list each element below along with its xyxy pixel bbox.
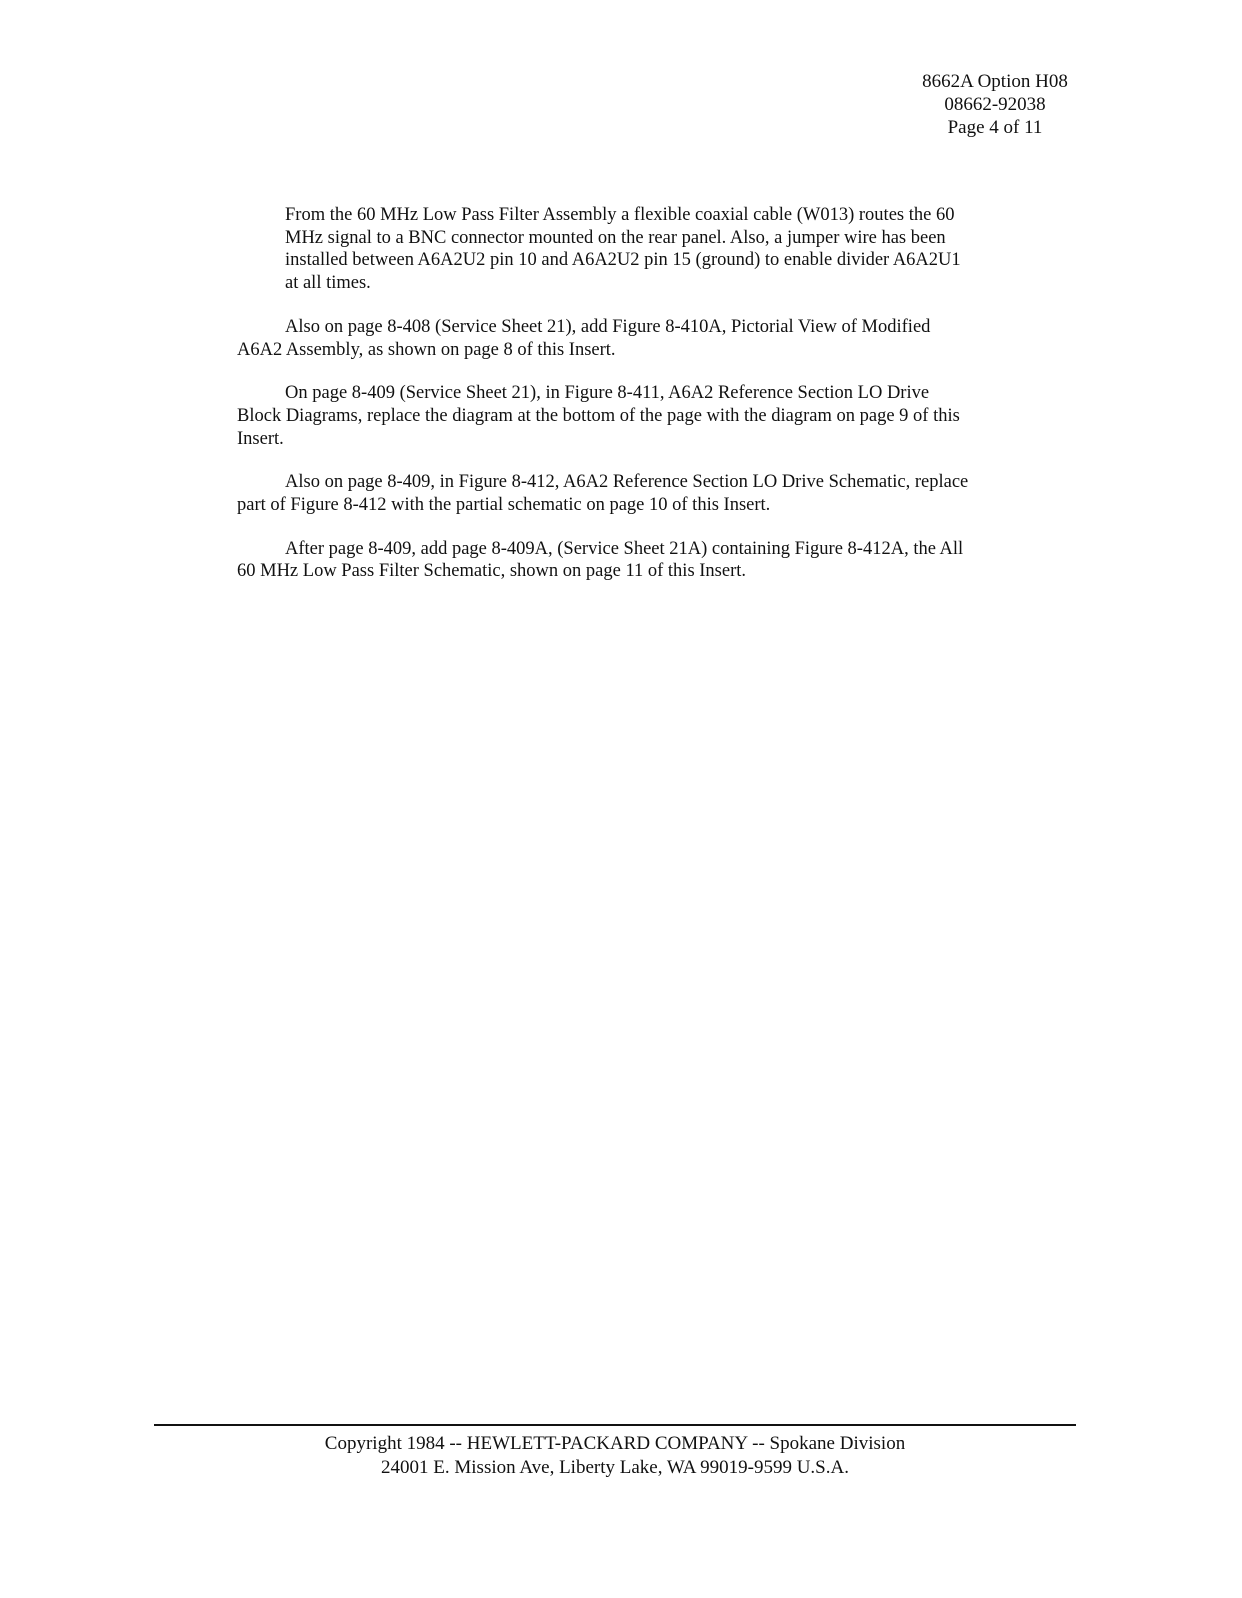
paragraph-line: MHz signal to a BNC connector mounted on the rear panel. Also, a jumper wire has been bbox=[285, 227, 946, 248]
paragraph-line: From the 60 MHz Low Pass Filter Assembly a flexible coaxial cable (W013) routes the 60 bbox=[285, 205, 955, 225]
paragraph-page-8-409a bbox=[237, 538, 1027, 583]
document-header bbox=[900, 70, 1090, 139]
paragraph-w013-cable bbox=[285, 204, 1027, 295]
paragraph-line: at all times. bbox=[285, 273, 371, 294]
paragraph-line: Insert. bbox=[237, 428, 284, 449]
paragraph-figure-8-411 bbox=[237, 382, 1027, 450]
company-address: 24001 E. Mission Ave, Liberty Lake, WA 99019-9599 U.S.A. bbox=[381, 1457, 849, 1478]
document-body bbox=[237, 204, 1027, 604]
paragraph-line: After page 8-409, add page 8-409A, (Service Sheet 21A) containing Figure 8-412A, the All bbox=[285, 538, 964, 559]
paragraph-line: On page 8-409 (Service Sheet 21), in Figure 8-411, A6A2 Reference Section LO Drive bbox=[285, 383, 930, 404]
paragraph-figure-8-412 bbox=[237, 471, 1027, 516]
part-number: 08662-92038 bbox=[944, 94, 1046, 115]
copyright-notice: Copyright 1984 -- HEWLETT-PACKARD COMPANY -- Spokane Division bbox=[324, 1433, 906, 1454]
page-number: Page 4 of 11 bbox=[947, 117, 1043, 138]
model-option-label: 8662A Option H08 bbox=[922, 71, 1068, 92]
document-footer bbox=[154, 1432, 1076, 1480]
paragraph-line: A6A2 Assembly, as shown on page 8 of this Insert. bbox=[237, 339, 616, 360]
paragraph-line: 60 MHz Low Pass Filter Schematic, shown on page 11 of this Insert. bbox=[237, 561, 747, 582]
footer-divider bbox=[154, 1424, 1076, 1426]
paragraph-line: Block Diagrams, replace the diagram at the bottom of the page with the diagram on page 9 of this bbox=[237, 405, 960, 426]
paragraph-line: Also on page 8-409, in Figure 8-412, A6A2 Reference Section LO Drive Schematic, replace bbox=[285, 472, 969, 493]
paragraph-figure-8-410a bbox=[237, 316, 1027, 361]
paragraph-line: Also on page 8-408 (Service Sheet 21), add Figure 8-410A, Pictorial View of Modified bbox=[285, 316, 931, 337]
paragraph-line: installed between A6A2U2 pin 10 and A6A2U2 pin 15 (ground) to enable divider A6A2U1 bbox=[285, 250, 961, 271]
paragraph-line: part of Figure 8-412 with the partial schematic on page 10 of this Insert. bbox=[237, 495, 771, 516]
